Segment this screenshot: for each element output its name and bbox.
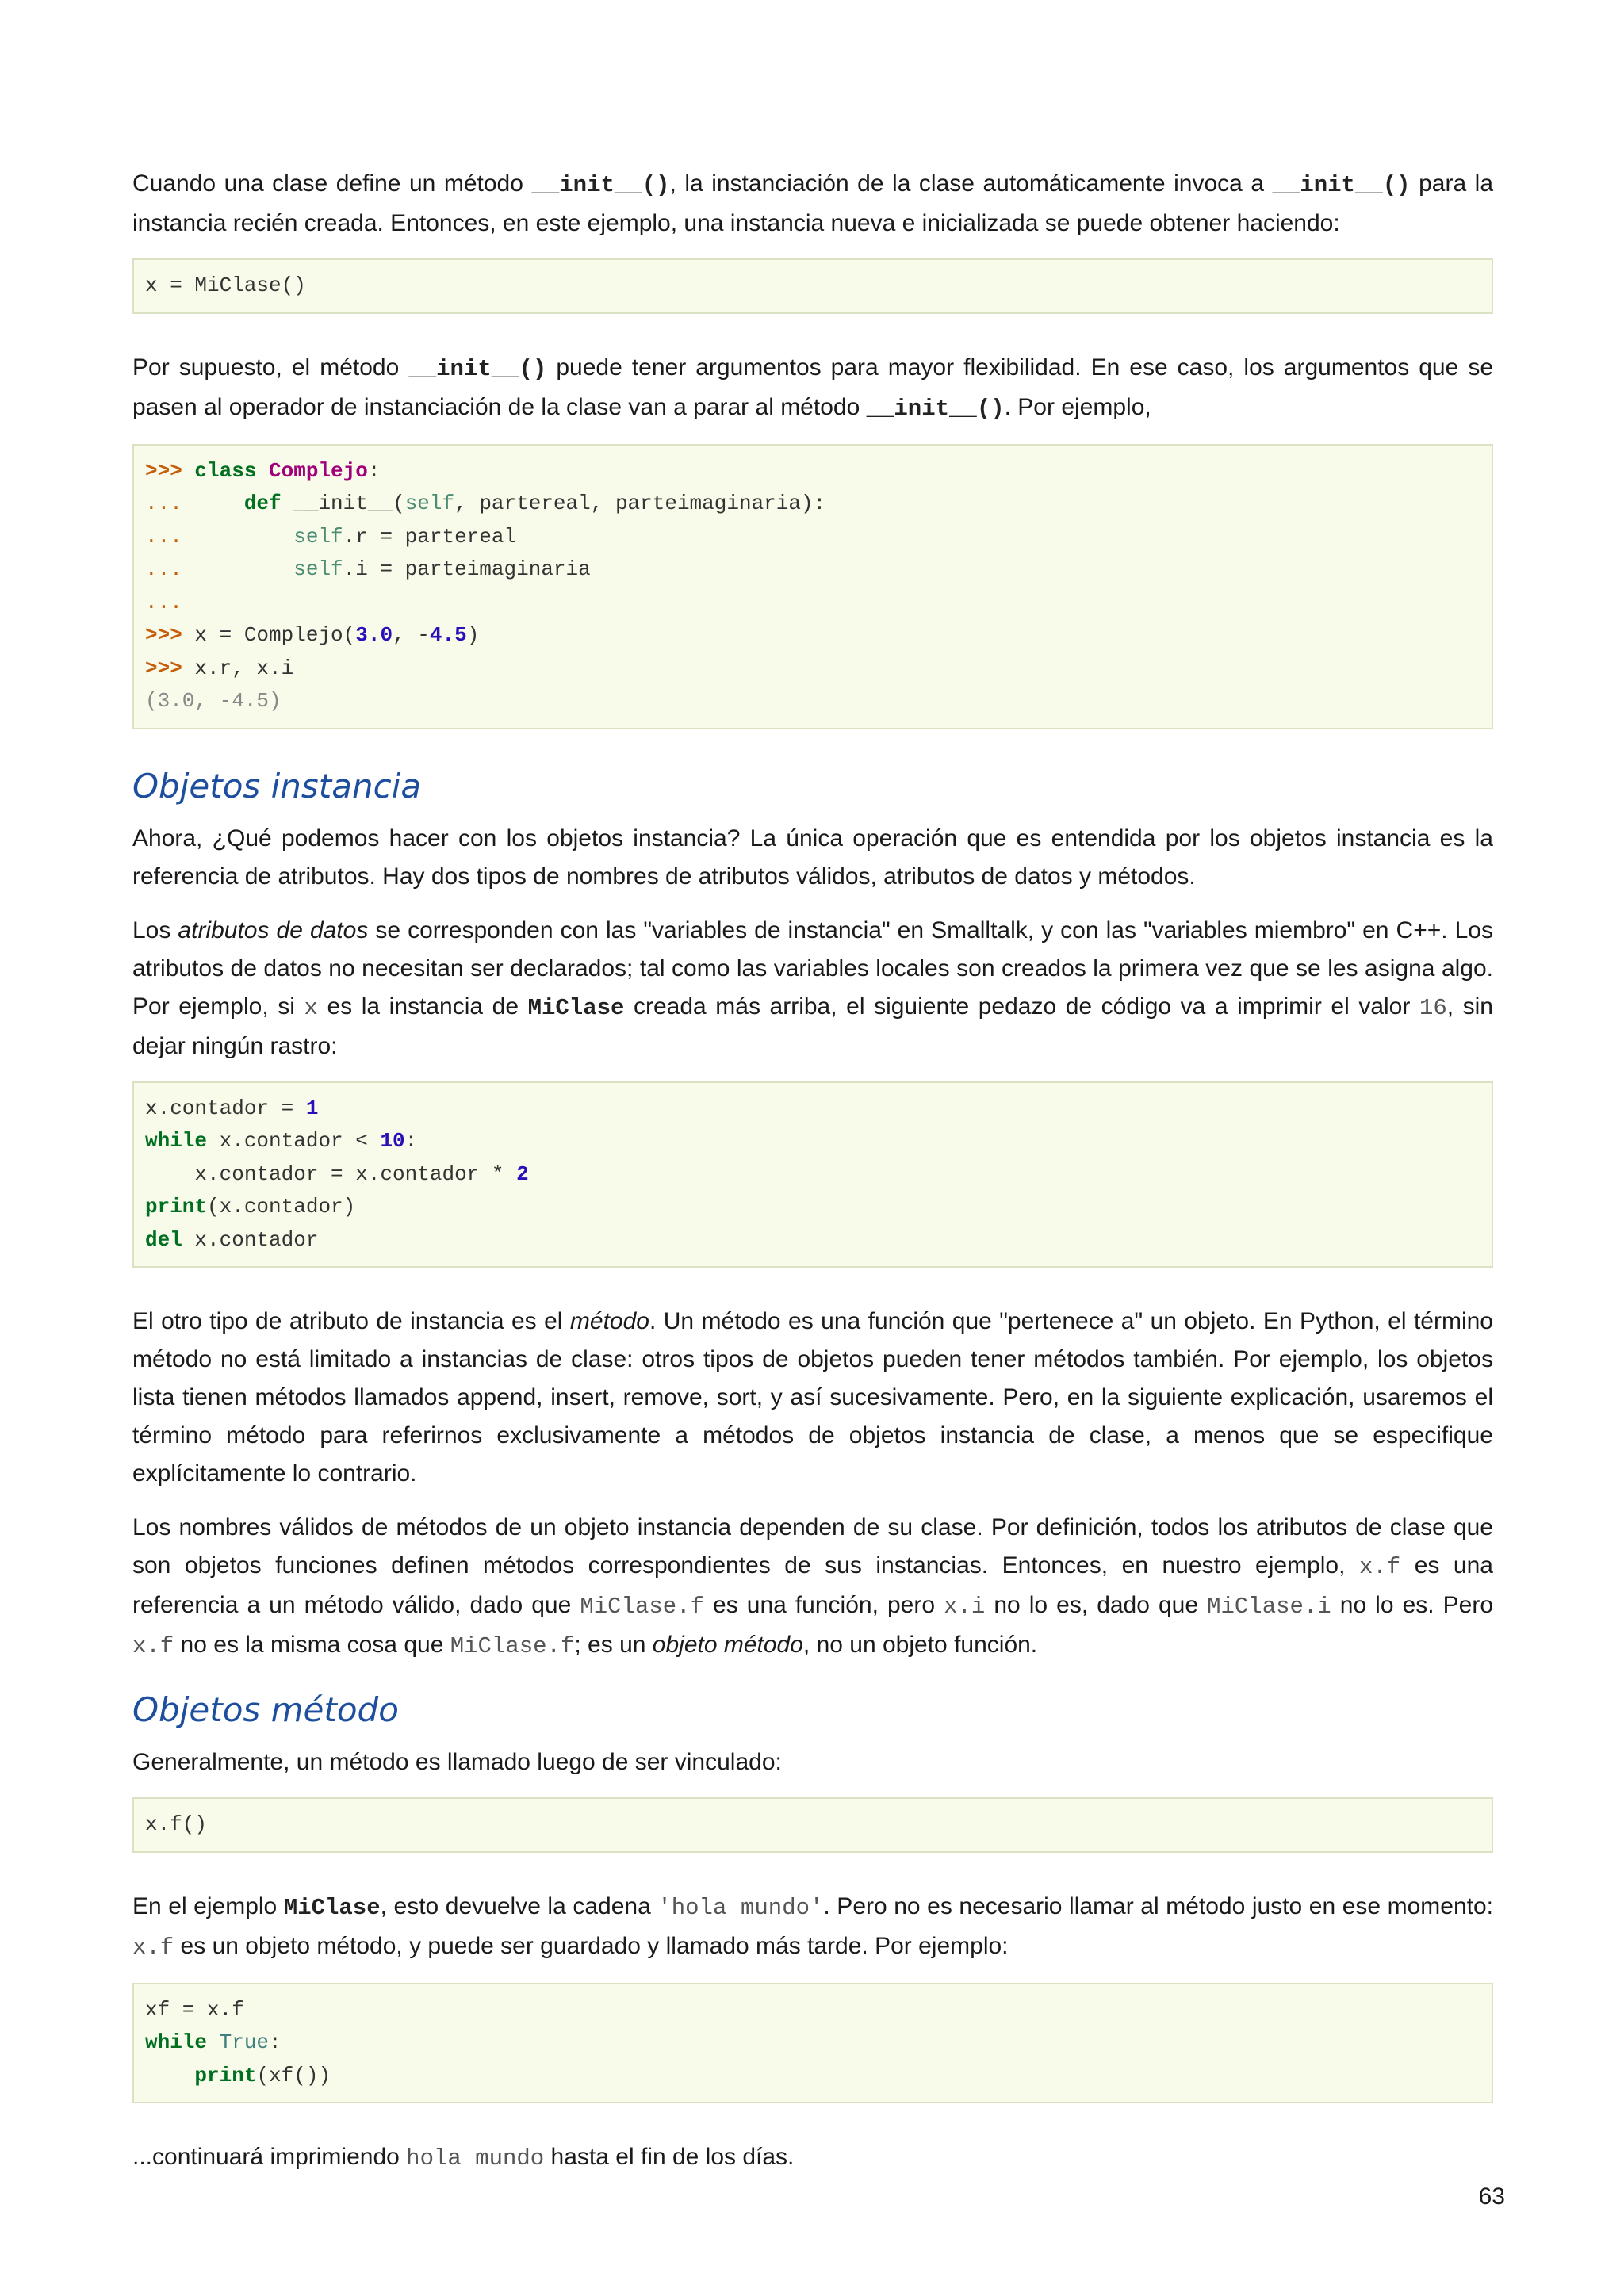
code-inline: MiClase.f (450, 1633, 575, 1659)
code-block-xf-call: x.f() (132, 1797, 1493, 1853)
paragraph-method-object: En el ejemplo MiClase, esto devuelve la cadena 'hola mundo'. Pero no es necesario llamar al método justo en ese momento: x.f es un objeto método, y puede ser guardado y llamado más tarde. Por ejemplo: (132, 1892, 1494, 1961)
page-number: 63 (1478, 2183, 1505, 2210)
code-inline: x.i (944, 1594, 986, 1620)
code-inline: x.f (132, 1633, 174, 1659)
heading-objetos-instancia: Objetos instancia (132, 766, 422, 806)
code-block-while-true: xf = x.f while True: print(xf()) (132, 1983, 1493, 2104)
code-inline: __init__() (1272, 172, 1411, 198)
heading-objetos-metodo: Objetos método (132, 1690, 399, 1729)
code-inline: __init__() (531, 172, 670, 198)
paragraph-init-args: Por supuesto, el método __init__() puede tener argumentos para mayor flexibilidad. En ese caso, los argumentos que se pasen al operador de instanciación de la clase van a parar al método __init__(). Por ejemplo, (132, 354, 1494, 422)
code-inline: MiClase (283, 1894, 381, 1921)
code-inline: MiClase.f (580, 1594, 704, 1620)
code-inline: __init__() (866, 395, 1005, 422)
code-inline: __init__() (408, 355, 547, 382)
paragraph-instance-ops: Ahora, ¿Qué podemos hacer con los objetos instancia? La única operación que es entendida por los objetos instancia es la referencia de atributos. Hay dos tipos de nombres de atributos válidos, atributos de datos y métodos. (132, 825, 1493, 890)
code-inline: x.f (132, 1934, 174, 1961)
code-inline: 16 (1419, 994, 1447, 1021)
paragraph-valid-method-names: Los nombres válidos de métodos de un objeto instancia dependen de su clase. Por definición, todos los atributos de clase que son objetos funciones definen métodos correspondientes de sus instancias. Entonces, en nuestro ejemplo, x.f es una referencia a un método válido, dado que MiClase.f es una función, pero x.i no lo es, dado que MiClase.i no lo es. Pero x.f no es la misma cosa que MiClase.f; es un objeto método, no un objeto función. (132, 1514, 1493, 1659)
code-block-instantiation: x = MiClase() (132, 258, 1493, 314)
paragraph-method-definition: El otro tipo de atributo de instancia es el método. Un método es una función que "pertenece a" un objeto. En Python, el término método no está limitado a instancias de clase: otros tipos de objetos pueden tener métodos también. Por ejemplo, los objetos lista tienen métodos llamados append, insert, remove, sort, y así sucesivamente. Pero, en la siguiente explicación, usaremos el término método para referirnos exclusivamente a métodos de objetos instancia de clase, a menos que se especifique explícitamente lo contrario. (132, 1308, 1493, 1487)
code-inline: MiClase (527, 994, 625, 1021)
code-inline: 'hola mundo' (657, 1894, 824, 1921)
paragraph-method-call: Generalmente, un método es llamado luego de ser vinculado: (132, 1749, 782, 1775)
code-inline: x (304, 994, 318, 1021)
paragraph-init-intro: Cuando una clase define un método __init__(), la instanciación de la clase automáticamente invoca a __init__() para la instancia recién creada. Entonces, en este ejemplo, una instancia nueva e inicializada se puede obtener haciendo: (132, 170, 1494, 236)
page-content (132, 165, 1493, 2194)
paragraph-continuation: ...continuará imprimiendo hola mundo hasta el fin de los días. (132, 2144, 795, 2172)
code-inline: x.f (1358, 1554, 1401, 1580)
code-inline: MiClase.i (1207, 1594, 1331, 1620)
paragraph-data-attributes: Los atributos de datos se corresponden con las "variables de instancia" en Smalltalk, y con las "variables miembro" en C++. Los atributos de datos no necesitan ser declarados; tal como las variables locales son creados la primera vez que se les asigna algo. Por ejemplo, si x es la instancia de MiClase creada más arriba, el siguiente pedazo de código va a imprimir el valor 16, sin dejar ningún rastro: (132, 916, 1493, 1059)
code-block-complejo: >>> class Complejo: ... def __init__(self, partereal, parteimaginaria): ... self.r = partereal ... self.i = parteimaginaria ... >>> x = Complejo(3.0, -4.5) >>> x.r, x.i (3.0, -4.5) (132, 444, 1493, 729)
code-block-contador: x.contador = 1 while x.contador < 10: x.contador = x.contador * 2 print(x.contador) del x.contador (132, 1081, 1493, 1269)
code-inline: hola mundo (406, 2145, 545, 2172)
